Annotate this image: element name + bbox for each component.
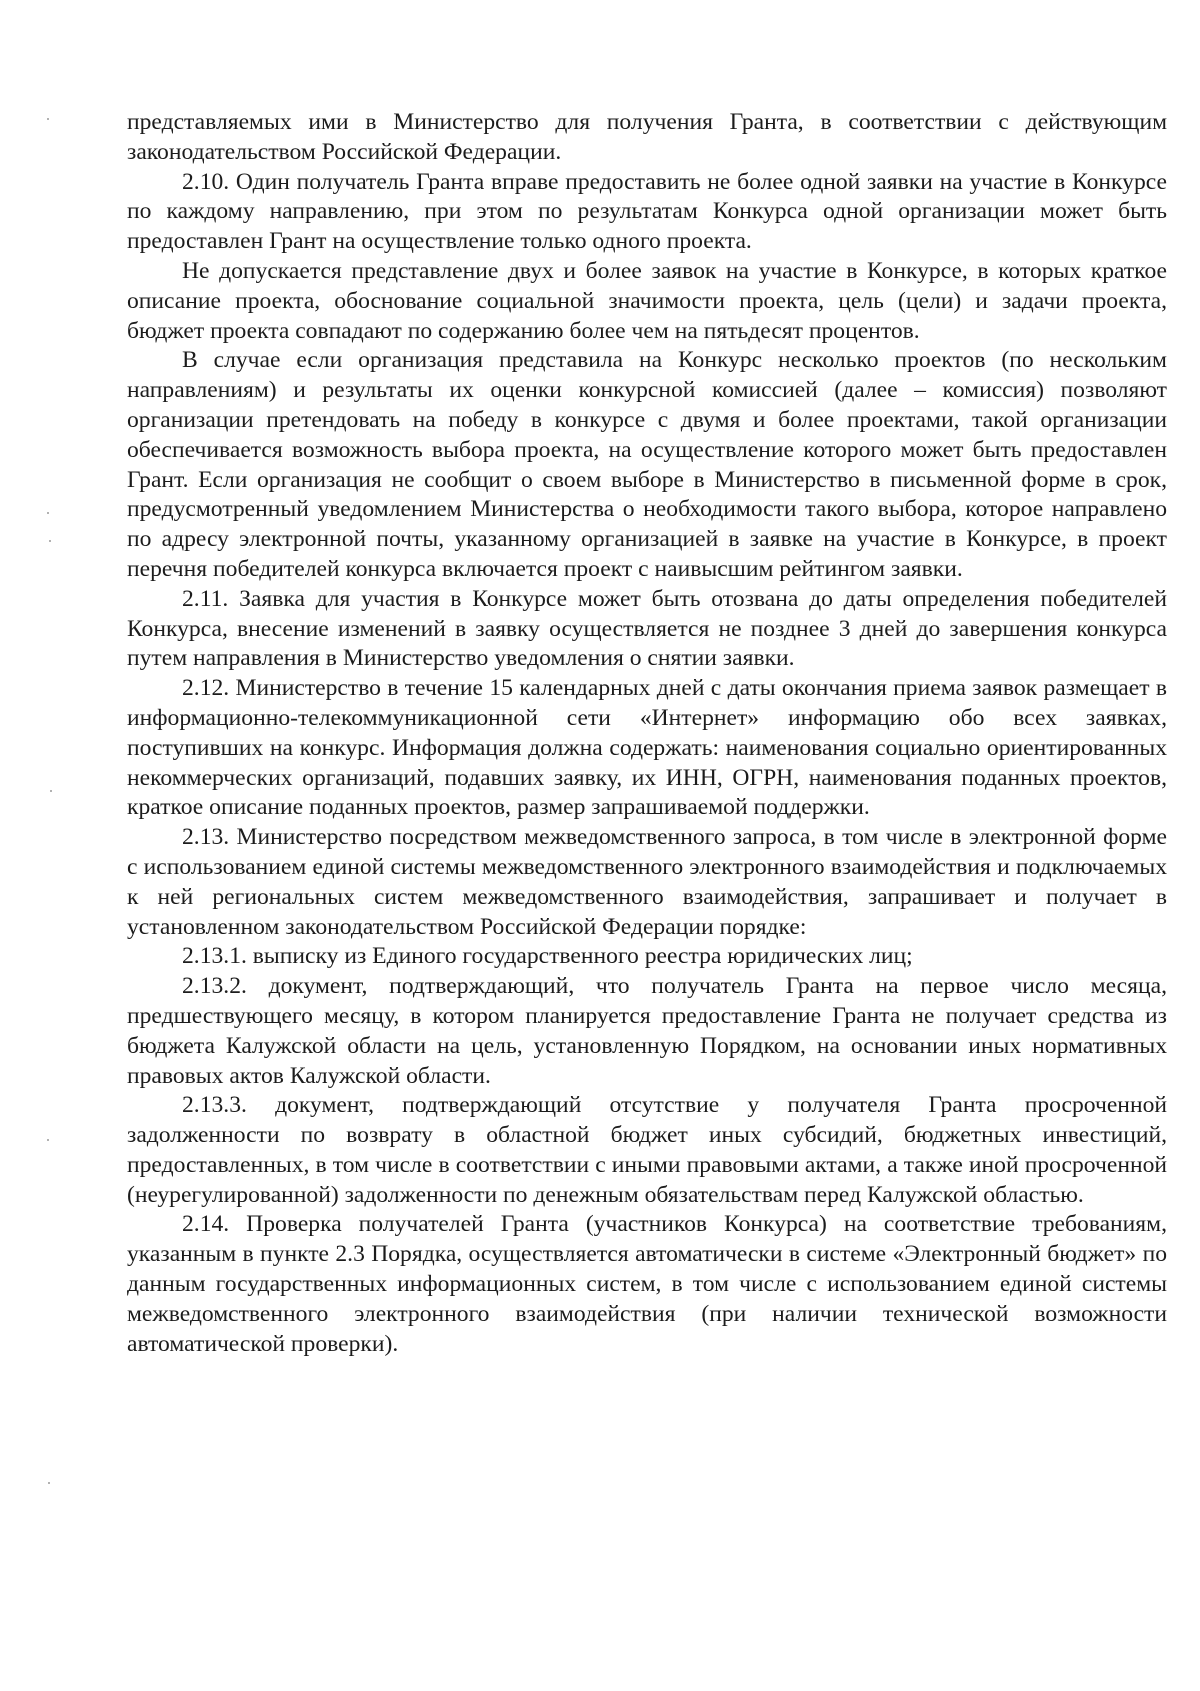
document-body bbox=[127, 108, 1167, 1359]
paragraph-2-13: 2.13. Министерство посредством межведомственного запроса, в том числе в электронной форме с использованием единой системы межведомственного электронного взаимодействия и подключаемых к ней региональных систем межведомственного взаимодействия, запрашивает и получает в установленном законодательством Российской Федерации порядке: bbox=[127, 824, 1167, 940]
paragraph-duplicate-applications: Не допускается представление двух и более заявок на участие в Конкурсе, в которых краткое описание проекта, обоснование социальной значимости проекта, цель (цели) и задачи проекта, бюджет проекта совпадают по содержанию более чем на пятьдесят процентов. bbox=[127, 257, 1167, 344]
paragraph-2-14: 2.14. Проверка получателей Гранта (участников Конкурса) на соответствие требованиям, указанным в пункте 2.3 Порядка, осуществляется автоматически в системе «Электронный бюджет» по данным государственных информационных систем, в том числе с использованием единой системы межведомственного электронного взаимодействия (при наличии технической возможности автоматической проверки). bbox=[127, 1211, 1167, 1357]
paragraph-2-13-3: 2.13.3. документ, подтверждающий отсутствие у получателя Гранта просроченной задолженности по возврату в областной бюджет иных субсидий, бюджетных инвестиций, предоставленных, в том числе в соответствии с иными правовыми актами, а также иной просроченной (неурегулированной) задолженности по денежным обязательствам перед Калужской областью. bbox=[127, 1092, 1167, 1208]
paragraph-2-13-2: 2.13.2. документ, подтверждающий, что получатель Гранта на первое число месяца, предшествующего месяцу, в котором планируется предоставление Гранта не получает средства из бюджета Калужской области на цель, установленную Порядком, на основании иных нормативных правовых актов Калужской области. bbox=[127, 973, 1167, 1089]
scan-speck bbox=[48, 1482, 50, 1484]
scan-speck bbox=[47, 1139, 49, 1141]
paragraph-multiple-projects: В случае если организация представила на Конкурс несколько проектов (по нескольким направлениям) и результаты их оценки конкурсной комиссией (далее – комиссия) позволяют организации претендовать на победу в конкурсе с двумя и более проектами, такой организации обеспечивается возможность выбора проекта, на осуществление которого может быть предоставлен Грант. Если организация не сообщит о своем выборе в Министерство в письменной форме в срок, предусмотренный уведомлением Министерства о необходимости такого выбора, которое направлено по адресу электронной почты, указанному организацией в заявке на участие в Конкурсе, в проект перечня победителей конкурса включается проект с наивысшим рейтингом заявки. bbox=[127, 347, 1167, 582]
paragraph-2-10: 2.10. Один получатель Гранта вправе предоставить не более одной заявки на участие в Конкурсе по каждому направлению, при этом по результатам Конкурса одной организации может быть предоставлен Грант на осуществление только одного проекта. bbox=[127, 168, 1167, 255]
paragraph-2-12: 2.12. Министерство в течение 15 календарных дней с даты окончания приема заявок размещает в информационно-телекоммуникационной сети «Интернет» информацию обо всех заявках, поступивших на конкурс. Информация должна содержать: наименования социально ориентированных некоммерческих организаций, подавших заявку, их ИНН, ОГРН, наименования поданных проектов, краткое описание поданных проектов, размер запрашиваемой поддержки. bbox=[127, 675, 1167, 821]
scan-speck bbox=[49, 540, 51, 542]
scan-speck bbox=[47, 512, 49, 514]
scan-speck bbox=[50, 790, 52, 792]
scan-speck bbox=[47, 118, 49, 120]
paragraph-2-13-1: 2.13.1. выписку из Единого государственного реестра юридических лиц; bbox=[182, 943, 913, 970]
paragraph-2-11: 2.11. Заявка для участия в Конкурсе может быть отозвана до даты определения победителей Конкурса, внесение изменений в заявку осуществляется не позднее 3 дней до завершения конкурса путем направления в Министерство уведомления о снятии заявки. bbox=[127, 585, 1167, 672]
paragraph-continuation: представляемых ими в Министерство для получения Гранта, в соответствии с действующим законодательством Российской Федерации. bbox=[127, 109, 1167, 165]
